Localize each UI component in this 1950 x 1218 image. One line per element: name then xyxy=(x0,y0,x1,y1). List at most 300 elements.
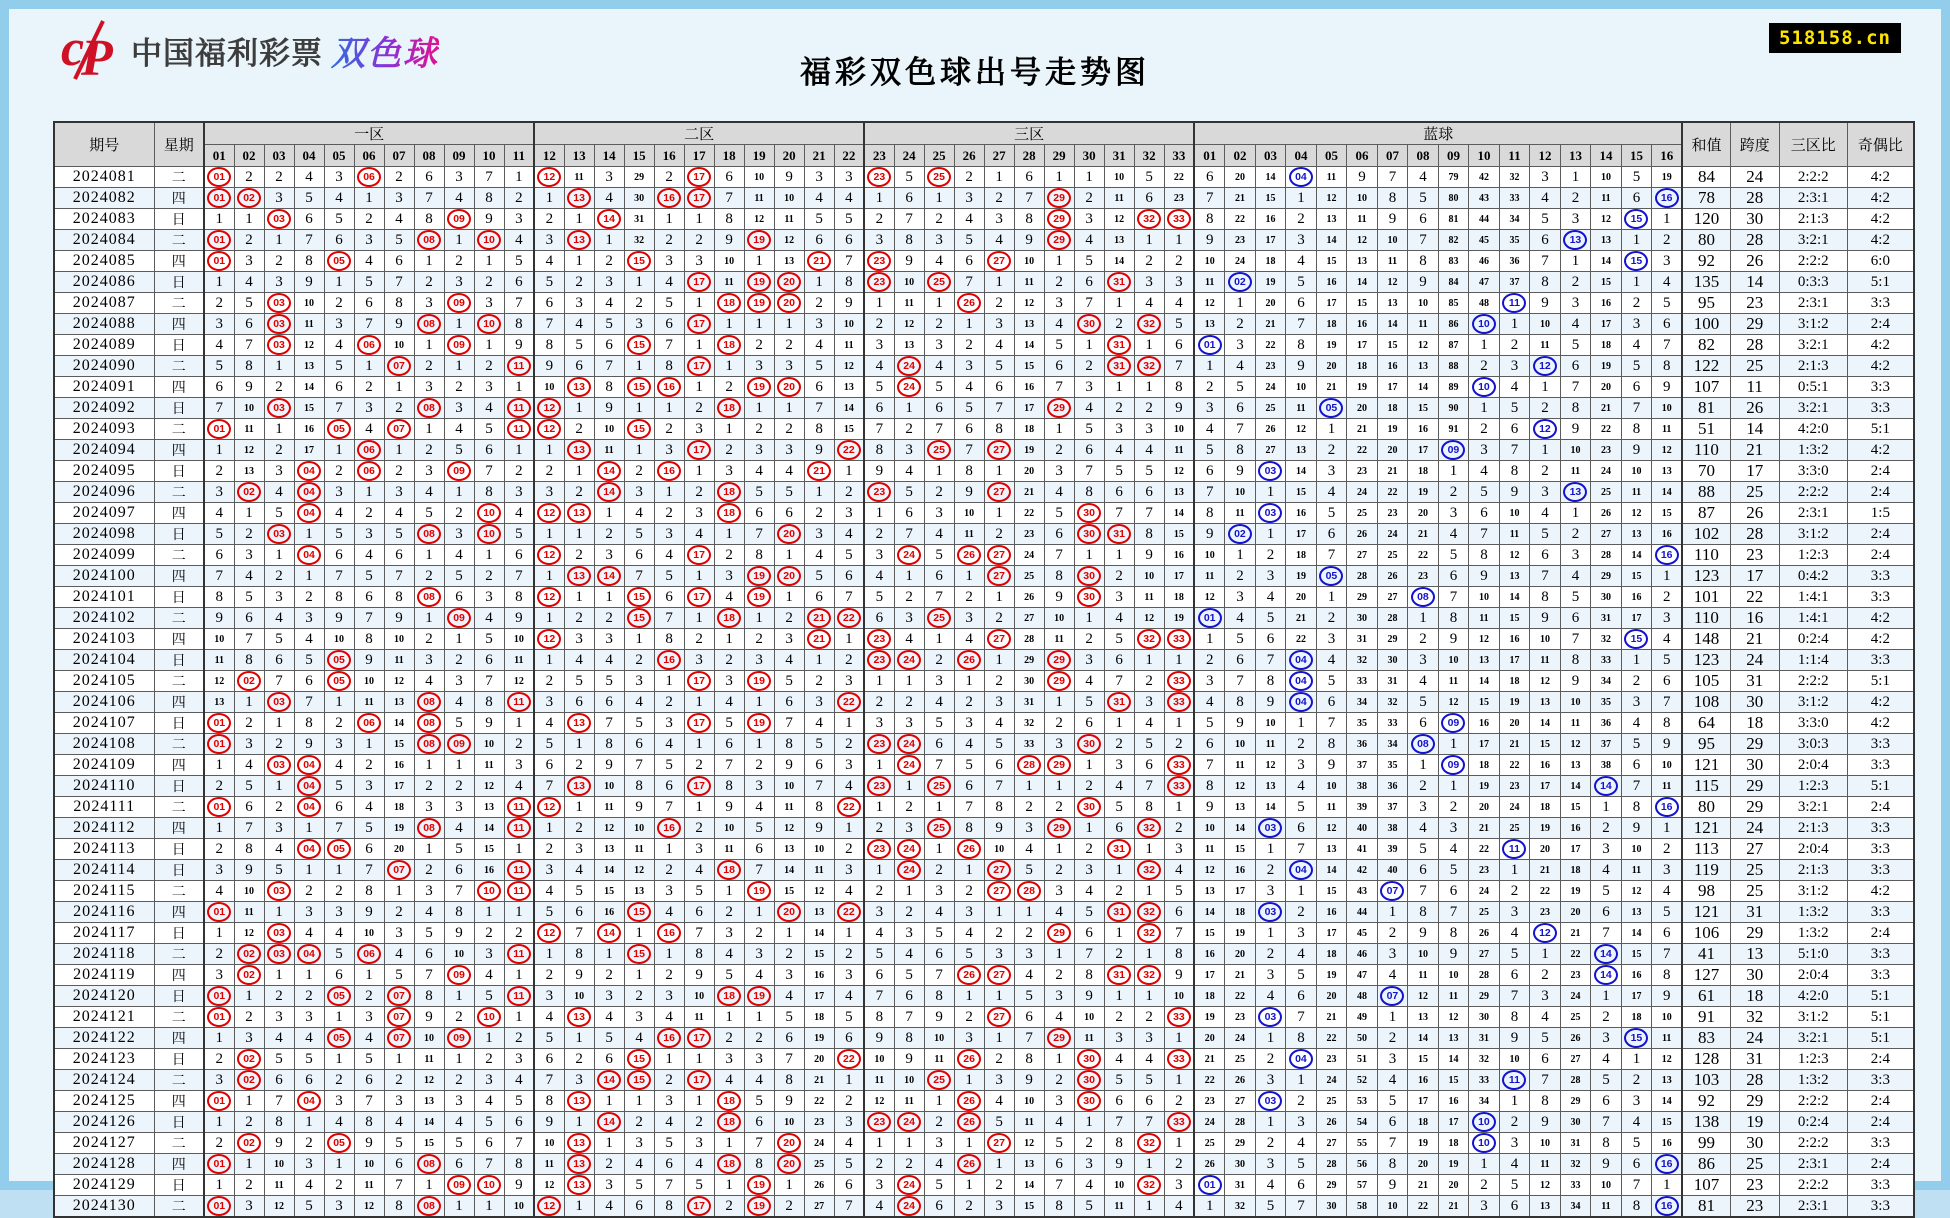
red-miss-count: 6 xyxy=(354,293,384,314)
red-hit-ball: 27 xyxy=(987,1133,1011,1153)
blue-miss-count: 1 xyxy=(1652,818,1683,839)
blue-miss-count: 22 xyxy=(1408,545,1439,566)
weekday-cell: 四 xyxy=(154,314,204,335)
red-ball-cell xyxy=(714,482,744,503)
red-miss-count: 1 xyxy=(984,650,1014,671)
blue-miss-count: 9 xyxy=(1194,797,1225,818)
red-miss-count: 2 xyxy=(384,398,414,419)
blue-hit-ball: 16 xyxy=(1655,1196,1679,1216)
red-ball-cell xyxy=(204,1154,234,1175)
red-hit-ball: 13 xyxy=(567,503,591,523)
blue-miss-count: 7 xyxy=(1530,566,1561,587)
red-miss-count: 11 xyxy=(924,1049,954,1070)
blue-miss-count: 2 xyxy=(1194,377,1225,398)
red-miss-count: 3 xyxy=(354,776,384,797)
red-ball-cell xyxy=(324,1028,354,1049)
red-miss-count: 4 xyxy=(804,545,834,566)
blue-miss-count: 1 xyxy=(1560,503,1591,524)
red-miss-count: 12 xyxy=(294,335,324,356)
blue-ball-cell xyxy=(1560,230,1591,251)
zone-ratio-cell: 2:2:2 xyxy=(1779,1091,1847,1112)
red-miss-count: 8 xyxy=(924,986,954,1007)
red-miss-count: 1 xyxy=(504,377,534,398)
red-hit-ball: 01 xyxy=(207,251,231,271)
red-miss-count: 1 xyxy=(204,1028,234,1049)
red-miss-count: 6 xyxy=(504,1112,534,1133)
blue-miss-count: 16 xyxy=(1438,1091,1469,1112)
red-hit-ball: 22 xyxy=(837,692,861,712)
red-miss-count: 8 xyxy=(624,776,654,797)
red-hit-ball: 09 xyxy=(447,608,471,628)
red-miss-count: 2 xyxy=(864,692,894,713)
blue-miss-count: 30 xyxy=(1469,1007,1500,1028)
blue-miss-count: 28 xyxy=(1225,1112,1256,1133)
red-miss-count: 1 xyxy=(354,965,384,986)
blue-miss-count: 23 xyxy=(1316,1049,1347,1070)
red-ball-cell xyxy=(744,566,774,587)
red-miss-count: 3 xyxy=(804,314,834,335)
red-miss-count: 7 xyxy=(504,293,534,314)
red-hit-ball: 11 xyxy=(507,944,531,964)
red-miss-count: 3 xyxy=(384,923,414,944)
red-ball-cell xyxy=(954,1154,984,1175)
red-miss-count: 11 xyxy=(1014,1112,1044,1133)
zone-ratio-cell: 2:2:2 xyxy=(1779,167,1847,188)
red-miss-count: 1 xyxy=(744,608,774,629)
red-miss-count: 16 xyxy=(804,965,834,986)
red-miss-count: 1 xyxy=(834,713,864,734)
red-miss-count: 6 xyxy=(324,545,354,566)
red-col-03: 03 xyxy=(264,145,294,167)
red-miss-count: 13 xyxy=(384,692,414,713)
red-miss-count: 9 xyxy=(234,377,264,398)
blue-miss-count: 2 xyxy=(1530,461,1561,482)
red-miss-count: 3 xyxy=(864,230,894,251)
red-hit-ball: 26 xyxy=(957,1049,981,1069)
red-miss-count: 5 xyxy=(294,650,324,671)
red-miss-count: 10 xyxy=(234,881,264,902)
red-miss-count: 7 xyxy=(1014,188,1044,209)
issue-row xyxy=(54,167,1914,188)
red-miss-count: 5 xyxy=(1104,461,1134,482)
red-miss-count: 6 xyxy=(954,776,984,797)
red-miss-count: 3 xyxy=(984,692,1014,713)
red-hit-ball: 29 xyxy=(1047,650,1071,670)
red-miss-count: 1 xyxy=(564,1028,594,1049)
red-miss-count: 3 xyxy=(864,545,894,566)
sum-cell: 121 xyxy=(1682,902,1730,923)
issue-cell: 2024094 xyxy=(54,440,154,461)
red-hit-ball: 33 xyxy=(1167,1007,1191,1027)
issue-cell: 2024081 xyxy=(54,167,154,188)
blue-hit-ball: 15 xyxy=(1624,1028,1648,1048)
blue-miss-count: 21 xyxy=(1286,608,1317,629)
red-miss-count: 5 xyxy=(954,944,984,965)
blue-miss-count: 44 xyxy=(1469,209,1500,230)
issue-cell: 2024116 xyxy=(54,902,154,923)
red-miss-count: 31 xyxy=(1014,692,1044,713)
blue-miss-count: 24 xyxy=(1560,986,1591,1007)
blue-ball-cell xyxy=(1499,293,1530,314)
red-miss-count: 7 xyxy=(894,1007,924,1028)
red-miss-count: 10 xyxy=(924,1028,954,1049)
red-hit-ball: 19 xyxy=(747,1196,771,1216)
red-ball-cell xyxy=(864,272,894,293)
red-miss-count: 2 xyxy=(444,503,474,524)
red-miss-count: 3 xyxy=(714,1049,744,1070)
weekday-cell: 二 xyxy=(154,734,204,755)
red-miss-count: 7 xyxy=(384,566,414,587)
red-ball-cell xyxy=(924,776,954,797)
red-ball-cell xyxy=(1014,881,1044,902)
red-miss-count: 3 xyxy=(924,881,954,902)
blue-miss-count: 21 xyxy=(1316,1007,1347,1028)
blue-miss-count: 3 xyxy=(1225,587,1256,608)
red-miss-count: 3 xyxy=(864,902,894,923)
red-ball-cell xyxy=(264,755,294,776)
red-miss-count: 3 xyxy=(204,1070,234,1091)
blue-miss-count: 17 xyxy=(1469,734,1500,755)
blue-miss-count: 8 xyxy=(1652,713,1683,734)
red-hit-ball: 33 xyxy=(1167,1112,1191,1132)
red-miss-count: 1 xyxy=(444,482,474,503)
red-miss-count: 8 xyxy=(294,251,324,272)
blue-miss-count: 10 xyxy=(1286,377,1317,398)
issue-cell: 2024097 xyxy=(54,503,154,524)
weekday-cell: 二 xyxy=(154,545,204,566)
red-miss-count: 5 xyxy=(744,482,774,503)
blue-miss-count: 9 xyxy=(1194,230,1225,251)
red-miss-count: 1 xyxy=(1074,1112,1104,1133)
red-miss-count: 4 xyxy=(234,272,264,293)
col-zone-ratio: 三区比 xyxy=(1779,122,1847,167)
red-miss-count: 7 xyxy=(354,314,384,335)
blue-miss-count: 27 xyxy=(1225,1091,1256,1112)
red-hit-ball: 08 xyxy=(417,1154,441,1174)
blue-ball-cell xyxy=(1408,734,1439,755)
blue-miss-count: 5 xyxy=(1316,671,1347,692)
blue-miss-count: 3 xyxy=(1499,356,1530,377)
red-miss-count: 2 xyxy=(624,461,654,482)
red-miss-count: 1 xyxy=(1074,167,1104,188)
red-miss-count: 6 xyxy=(924,944,954,965)
red-miss-count: 5 xyxy=(984,734,1014,755)
blue-miss-count: 17 xyxy=(1560,839,1591,860)
blue-hit-ball: 04 xyxy=(1289,860,1313,880)
blue-col-09: 09 xyxy=(1438,145,1469,167)
red-miss-count: 4 xyxy=(1014,965,1044,986)
red-miss-count: 4 xyxy=(744,461,774,482)
blue-miss-count: 20 xyxy=(1499,713,1530,734)
zone-ratio-cell: 2:2:2 xyxy=(1779,251,1847,272)
red-ball-cell xyxy=(864,650,894,671)
red-miss-count: 8 xyxy=(1074,482,1104,503)
red-ball-cell xyxy=(954,545,984,566)
issue-row xyxy=(54,839,1914,860)
red-miss-count: 17 xyxy=(804,986,834,1007)
odd-even-cell: 3:3 xyxy=(1847,587,1914,608)
red-miss-count: 12 xyxy=(594,818,624,839)
red-miss-count: 11 xyxy=(594,440,624,461)
span-cell: 21 xyxy=(1730,629,1779,650)
red-miss-count: 3 xyxy=(414,377,444,398)
blue-miss-count: 8 xyxy=(1591,1133,1622,1154)
blue-miss-count: 16 xyxy=(1194,944,1225,965)
blue-miss-count: 4 xyxy=(1286,251,1317,272)
red-miss-count: 3 xyxy=(264,188,294,209)
red-hit-ball: 20 xyxy=(777,1154,801,1174)
red-hit-ball: 29 xyxy=(1047,923,1071,943)
red-hit-ball: 25 xyxy=(927,776,951,796)
red-miss-count: 2 xyxy=(444,377,474,398)
red-miss-count: 19 xyxy=(1164,608,1194,629)
red-hit-ball: 04 xyxy=(297,503,321,523)
red-hit-ball: 32 xyxy=(1137,629,1161,649)
red-miss-count: 5 xyxy=(684,1175,714,1196)
red-miss-count: 1 xyxy=(924,797,954,818)
red-hit-ball: 18 xyxy=(717,335,741,355)
red-ball-cell xyxy=(954,1049,984,1070)
red-miss-count: 8 xyxy=(324,587,354,608)
blue-miss-count: 20 xyxy=(1255,293,1286,314)
red-hit-ball: 10 xyxy=(477,503,501,523)
weekday-cell: 日 xyxy=(154,650,204,671)
red-miss-count: 5 xyxy=(384,965,414,986)
red-miss-count: 5 xyxy=(324,356,354,377)
red-miss-count: 1 xyxy=(714,524,744,545)
zone-ratio-cell: 1:3:2 xyxy=(1779,440,1847,461)
red-hit-ball: 03 xyxy=(267,524,291,544)
blue-miss-count: 16 xyxy=(1225,860,1256,881)
blue-miss-count: 8 xyxy=(1255,671,1286,692)
blue-ball-cell xyxy=(1591,944,1622,965)
red-miss-count: 4 xyxy=(1074,881,1104,902)
blue-miss-count: 1 xyxy=(1530,377,1561,398)
red-miss-count: 1 xyxy=(474,1196,504,1218)
blue-miss-count: 7 xyxy=(1286,1007,1317,1028)
span-cell: 30 xyxy=(1730,965,1779,986)
blue-miss-count: 4 xyxy=(1652,881,1683,902)
red-miss-count: 9 xyxy=(954,482,984,503)
blue-miss-count: 18 xyxy=(1621,1007,1652,1028)
red-miss-count: 1 xyxy=(564,1112,594,1133)
red-miss-count: 14 xyxy=(1014,335,1044,356)
blue-miss-count: 13 xyxy=(1438,1028,1469,1049)
red-miss-count: 3 xyxy=(444,1091,474,1112)
blue-miss-count: 18 xyxy=(1316,314,1347,335)
red-miss-count: 2 xyxy=(534,671,564,692)
red-hit-ball: 15 xyxy=(627,587,651,607)
red-miss-count: 5 xyxy=(1074,251,1104,272)
blue-miss-count: 4 xyxy=(1621,1112,1652,1133)
red-miss-count: 6 xyxy=(1164,902,1194,923)
blue-miss-count: 8 xyxy=(1621,797,1652,818)
blue-miss-count: 5 xyxy=(1621,1133,1652,1154)
blue-miss-count: 10 xyxy=(1194,251,1225,272)
red-miss-count: 8 xyxy=(504,587,534,608)
red-hit-ball: 04 xyxy=(297,839,321,859)
blue-miss-count: 24 xyxy=(1347,482,1378,503)
red-ball-cell xyxy=(264,923,294,944)
blue-miss-count: 19 xyxy=(1377,419,1408,440)
red-hit-ball: 17 xyxy=(687,671,711,691)
blue-hit-ball: 07 xyxy=(1380,986,1404,1006)
red-miss-count: 9 xyxy=(384,314,414,335)
issue-cell: 2024120 xyxy=(54,986,154,1007)
red-miss-count: 3 xyxy=(294,902,324,923)
red-miss-count: 4 xyxy=(714,1070,744,1091)
red-miss-count: 6 xyxy=(594,335,624,356)
red-miss-count: 4 xyxy=(924,356,954,377)
blue-miss-count: 5 xyxy=(1530,1028,1561,1049)
issue-cell: 2024119 xyxy=(54,965,154,986)
blue-miss-count: 6 xyxy=(1194,734,1225,755)
blue-miss-count: 33 xyxy=(1469,1070,1500,1091)
issue-row xyxy=(54,293,1914,314)
red-miss-count: 14 xyxy=(1104,251,1134,272)
blue-hit-ball: 15 xyxy=(1624,209,1648,229)
issue-cell: 2024102 xyxy=(54,608,154,629)
red-miss-count: 2 xyxy=(324,881,354,902)
red-hit-ball: 31 xyxy=(1107,524,1131,544)
red-miss-count: 2 xyxy=(1074,839,1104,860)
sum-cell: 110 xyxy=(1682,608,1730,629)
blue-miss-count: 4 xyxy=(1286,944,1317,965)
issue-row xyxy=(54,776,1914,797)
zone-ratio-cell: 2:3:1 xyxy=(1779,188,1847,209)
red-miss-count: 2 xyxy=(474,272,504,293)
blue-miss-count: 25 xyxy=(1255,398,1286,419)
red-miss-count: 4 xyxy=(714,587,744,608)
red-miss-count: 12 xyxy=(804,881,834,902)
red-miss-count: 9 xyxy=(804,818,834,839)
blue-miss-count: 4 xyxy=(1621,713,1652,734)
blue-miss-count: 7 xyxy=(1652,335,1683,356)
red-miss-count: 18 xyxy=(384,797,414,818)
blue-miss-count: 9 xyxy=(1560,671,1591,692)
red-ball-cell xyxy=(594,566,624,587)
issue-row xyxy=(54,272,1914,293)
red-miss-count: 8 xyxy=(504,1154,534,1175)
issue-row xyxy=(54,188,1914,209)
red-miss-count: 6 xyxy=(444,587,474,608)
red-miss-count: 13 xyxy=(594,839,624,860)
issue-cell: 2024113 xyxy=(54,839,154,860)
blue-miss-count: 15 xyxy=(1286,482,1317,503)
blue-miss-count: 11 xyxy=(1652,1028,1683,1049)
red-ball-cell xyxy=(624,1049,654,1070)
blue-miss-count: 1 xyxy=(1225,545,1256,566)
red-miss-count: 1 xyxy=(294,860,324,881)
red-miss-count: 1 xyxy=(474,902,504,923)
blue-miss-count: 15 xyxy=(1591,272,1622,293)
blue-miss-count: 5 xyxy=(1560,335,1591,356)
red-miss-count: 2 xyxy=(834,1091,864,1112)
red-miss-count: 1 xyxy=(264,419,294,440)
issue-row xyxy=(54,881,1914,902)
red-miss-count: 5 xyxy=(654,293,684,314)
red-hit-ball: 02 xyxy=(237,188,261,208)
red-hit-ball: 25 xyxy=(927,440,951,460)
red-miss-count: 3 xyxy=(354,230,384,251)
red-miss-count: 30 xyxy=(624,188,654,209)
blue-hit-ball: 04 xyxy=(1289,671,1313,691)
red-ball-cell xyxy=(744,377,774,398)
blue-miss-count: 22 xyxy=(1408,1196,1439,1218)
red-hit-ball: 24 xyxy=(897,1175,921,1195)
red-hit-ball: 04 xyxy=(297,482,321,502)
red-ball-cell xyxy=(564,503,594,524)
red-miss-count: 4 xyxy=(924,1154,954,1175)
red-miss-count: 8 xyxy=(774,734,804,755)
red-miss-count: 11 xyxy=(1014,272,1044,293)
red-miss-count: 8 xyxy=(894,1028,924,1049)
blue-miss-count: 3 xyxy=(1438,503,1469,524)
red-miss-count: 4 xyxy=(834,881,864,902)
blue-miss-count: 15 xyxy=(1316,251,1347,272)
blue-miss-count: 15 xyxy=(1438,1070,1469,1091)
issue-row xyxy=(54,902,1914,923)
red-hit-ball: 21 xyxy=(807,608,831,628)
red-miss-count: 7 xyxy=(354,608,384,629)
red-miss-count: 5 xyxy=(504,1091,534,1112)
odd-even-cell: 2:4 xyxy=(1847,1091,1914,1112)
blue-miss-count: 2 xyxy=(1225,314,1256,335)
red-miss-count: 2 xyxy=(1074,188,1104,209)
blue-miss-count: 2 xyxy=(1560,272,1591,293)
red-miss-count: 10 xyxy=(1074,1007,1104,1028)
zone-ratio-cell: 4:2:0 xyxy=(1779,986,1847,1007)
blue-miss-count: 12 xyxy=(1408,986,1439,1007)
red-miss-count: 1 xyxy=(1164,1133,1194,1154)
red-miss-count: 7 xyxy=(294,692,324,713)
red-hit-ball: 14 xyxy=(597,1112,621,1132)
blue-miss-count: 12 xyxy=(1316,188,1347,209)
blue-miss-count: 14 xyxy=(1591,251,1622,272)
weekday-cell: 四 xyxy=(154,692,204,713)
blue-ball-cell xyxy=(1591,965,1622,986)
red-miss-count: 3 xyxy=(354,524,384,545)
red-miss-count: 1 xyxy=(954,671,984,692)
red-miss-count: 1 xyxy=(684,566,714,587)
red-miss-count: 4 xyxy=(294,629,324,650)
blue-miss-count: 27 xyxy=(1591,524,1622,545)
red-miss-count: 9 xyxy=(1104,1154,1134,1175)
red-miss-count: 4 xyxy=(1104,776,1134,797)
red-miss-count: 3 xyxy=(834,1112,864,1133)
red-ball-cell xyxy=(894,1175,924,1196)
red-ball-cell xyxy=(684,1070,714,1091)
blue-miss-count: 19 xyxy=(1438,1154,1469,1175)
red-miss-count: 1 xyxy=(354,188,384,209)
blue-miss-count: 25 xyxy=(1316,1091,1347,1112)
red-hit-ball: 09 xyxy=(447,293,471,313)
blue-miss-count: 21 xyxy=(1408,1175,1439,1196)
blue-miss-count: 3 xyxy=(1621,692,1652,713)
red-miss-count: 5 xyxy=(594,314,624,335)
blue-miss-count: 7 xyxy=(1316,545,1347,566)
red-miss-count: 5 xyxy=(204,524,234,545)
blue-miss-count: 11 xyxy=(1255,734,1286,755)
red-miss-count: 5 xyxy=(324,524,354,545)
red-ball-cell xyxy=(204,419,234,440)
red-ball-cell xyxy=(504,818,534,839)
blue-miss-count: 4 xyxy=(1194,419,1225,440)
issue-cell: 2024106 xyxy=(54,692,154,713)
blue-miss-count: 4 xyxy=(1316,482,1347,503)
red-col-08: 08 xyxy=(414,145,444,167)
red-miss-count: 12 xyxy=(744,209,774,230)
